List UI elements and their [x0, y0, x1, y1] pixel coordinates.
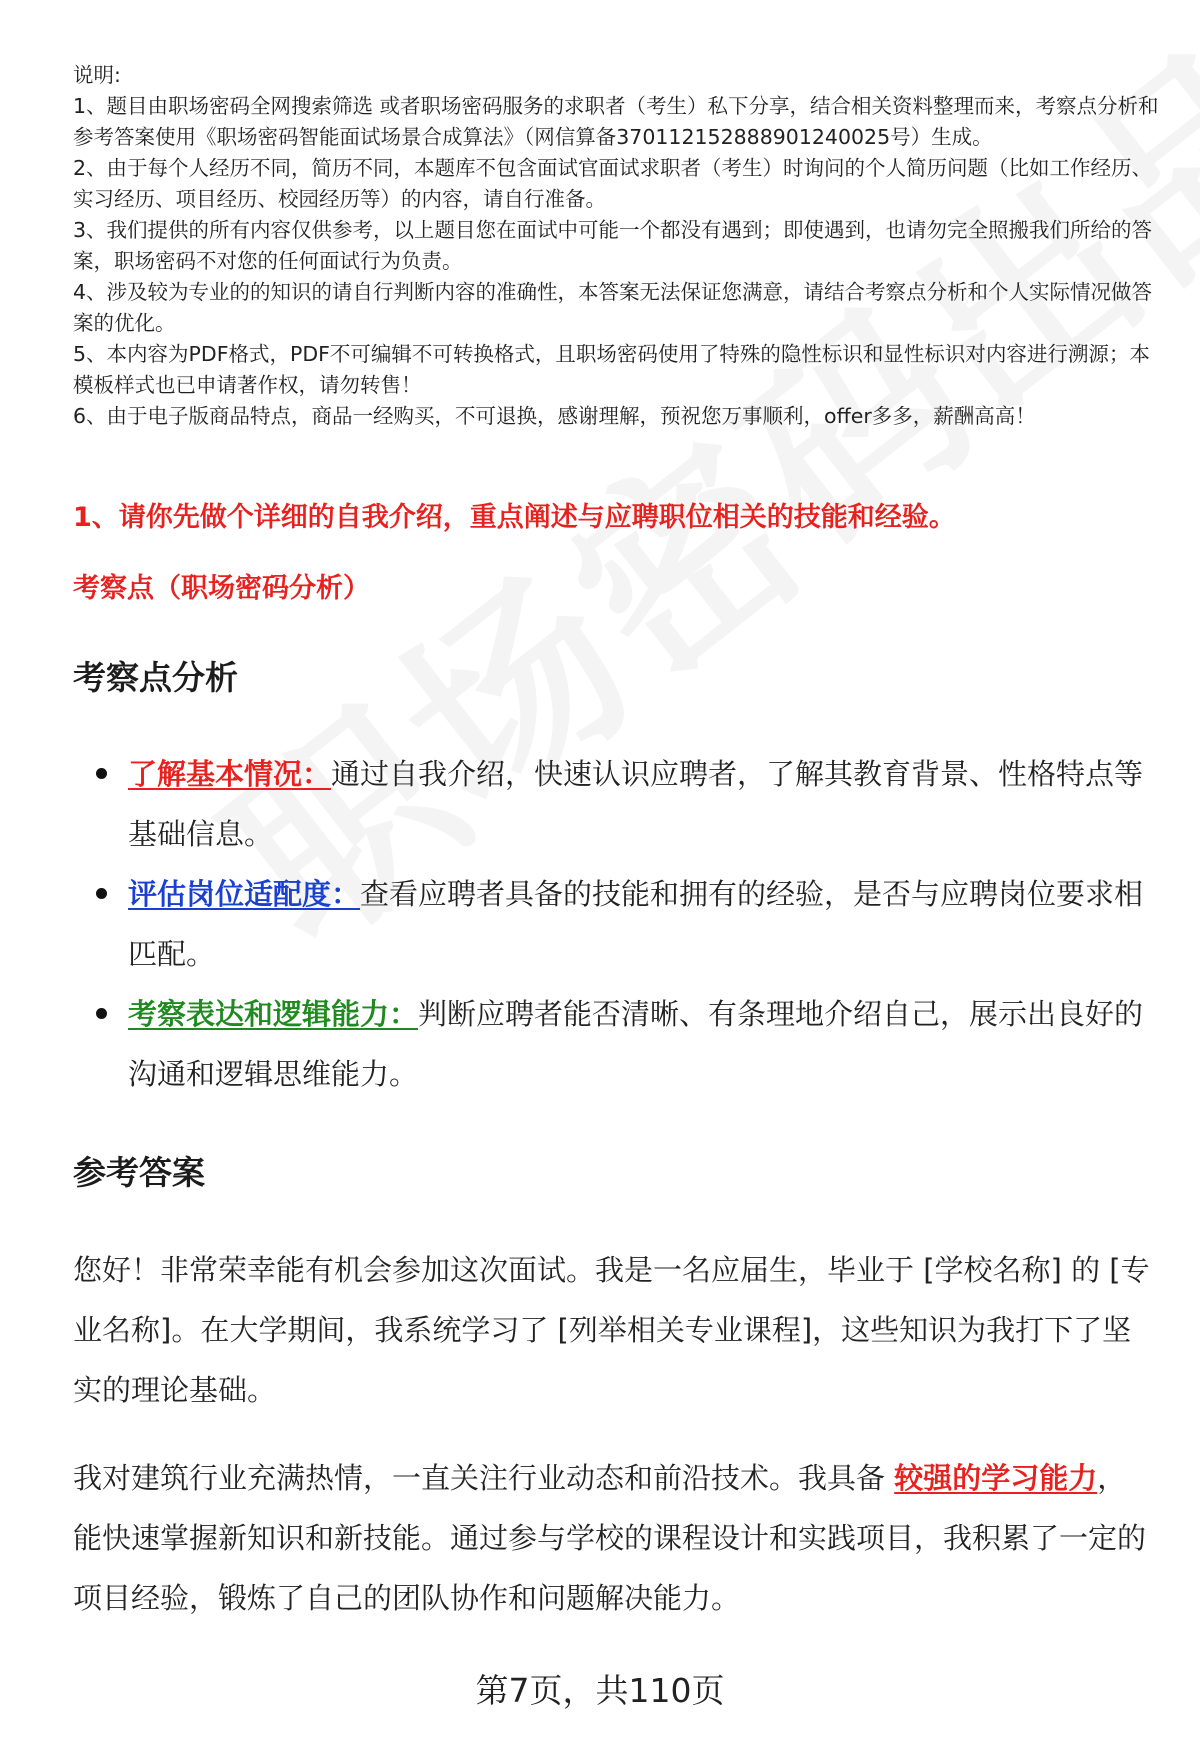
notes-item: 3、我们提供的所有内容仅供参考，以上题目您在面试中可能一个都没有遇到；即使遇到，也请勿完全照搬我们所给的答案，职场密码不对您的任何面试行为负责。 [73, 218, 1153, 273]
answer-text: ，能快速掌握新知识和新技能。通过参与学校的课程设计和实践项目，我积累了一定的项目经验，锻炼了自己的团队协作和问题解决能力。 [73, 1461, 1147, 1615]
analysis-bullet [96, 864, 1146, 984]
bullet-dot-icon [96, 888, 107, 899]
notes-item: 4、涉及较为专业的的知识的请自行判断内容的准确性，本答案无法保证您满意，请结合考察点分析和个人实际情况做答案的优化。 [73, 280, 1153, 335]
analysis-list [96, 744, 1146, 1104]
analysis-heading: 考察点分析 [73, 658, 238, 697]
answer-highlight: 较强的学习能力 [894, 1461, 1098, 1495]
bullet-keyword: 了解基本情况： [128, 757, 332, 791]
notes-item: 6、由于电子版商品特点，商品一经购买，不可退换，感谢理解，预祝您万事顺利，offer多多，薪酬高高！ [73, 404, 1036, 428]
answer-paragraph [73, 1448, 1153, 1628]
answer-heading: 参考答案 [73, 1153, 205, 1192]
answer-paragraph: 您好！非常荣幸能有机会参加这次面试。我是一名应届生，毕业于 [学校名称] 的 [专业名称]。在大学期间，我系统学习了 [列举相关专业课程]，这些知识为我打下了坚实的理论基础。 [73, 1253, 1150, 1407]
bullet-text: 通过自我介绍，快速认识应聘者，了解其教育背景、性格特点等基础信息。 [128, 757, 1144, 851]
notes-heading: 说明: [73, 63, 121, 87]
notes-section [73, 60, 1163, 432]
bullet-keyword: 评估岗位适配度： [128, 877, 361, 911]
question-subtitle: 考察点（职场密码分析） [73, 573, 370, 604]
analysis-bullet [96, 744, 1146, 864]
bullet-text: 判断应聘者能否清晰、有条理地介绍自己，展示出良好的沟通和逻辑思维能力。 [128, 997, 1144, 1091]
bullet-text: 查看应聘者具备的技能和拥有的经验，是否与应聘岗位要求相匹配。 [128, 877, 1144, 971]
question-title: 1、请你先做个详细的自我介绍，重点阐述与应聘职位相关的技能和经验。 [73, 502, 956, 533]
bullet-dot-icon [96, 768, 107, 779]
page-number: 第7页，共110页 [475, 1671, 725, 1710]
answer-text: 我对建筑行业充满热情，一直关注行业动态和前沿技术。我具备 [73, 1461, 895, 1495]
notes-item: 1、题目由职场密码全网搜索筛选 或者职场密码服务的求职者（考生）私下分享，结合相关资料整理而来，考察点分析和参考答案使用《职场密码智能面试场景合成算法》（网信算备370112152888901240025号）生成。 [73, 94, 1159, 149]
notes-item: 5、本内容为PDF格式，PDF不可编辑不可转换格式，且职场密码使用了特殊的隐性标识和显性标识对内容进行溯源；本模板样式也已申请著作权，请勿转售！ [73, 342, 1150, 397]
notes-item: 2、由于每个人经历不同，简历不同，本题库不包含面试官面试求职者（考生）时询问的个人简历问题（比如工作经历、实习经历、项目经历、校园经历等）的内容，请自行准备。 [73, 156, 1153, 211]
analysis-bullet [96, 984, 1146, 1104]
bullet-keyword: 考察表达和逻辑能力： [128, 997, 419, 1031]
bullet-dot-icon [96, 1008, 107, 1019]
